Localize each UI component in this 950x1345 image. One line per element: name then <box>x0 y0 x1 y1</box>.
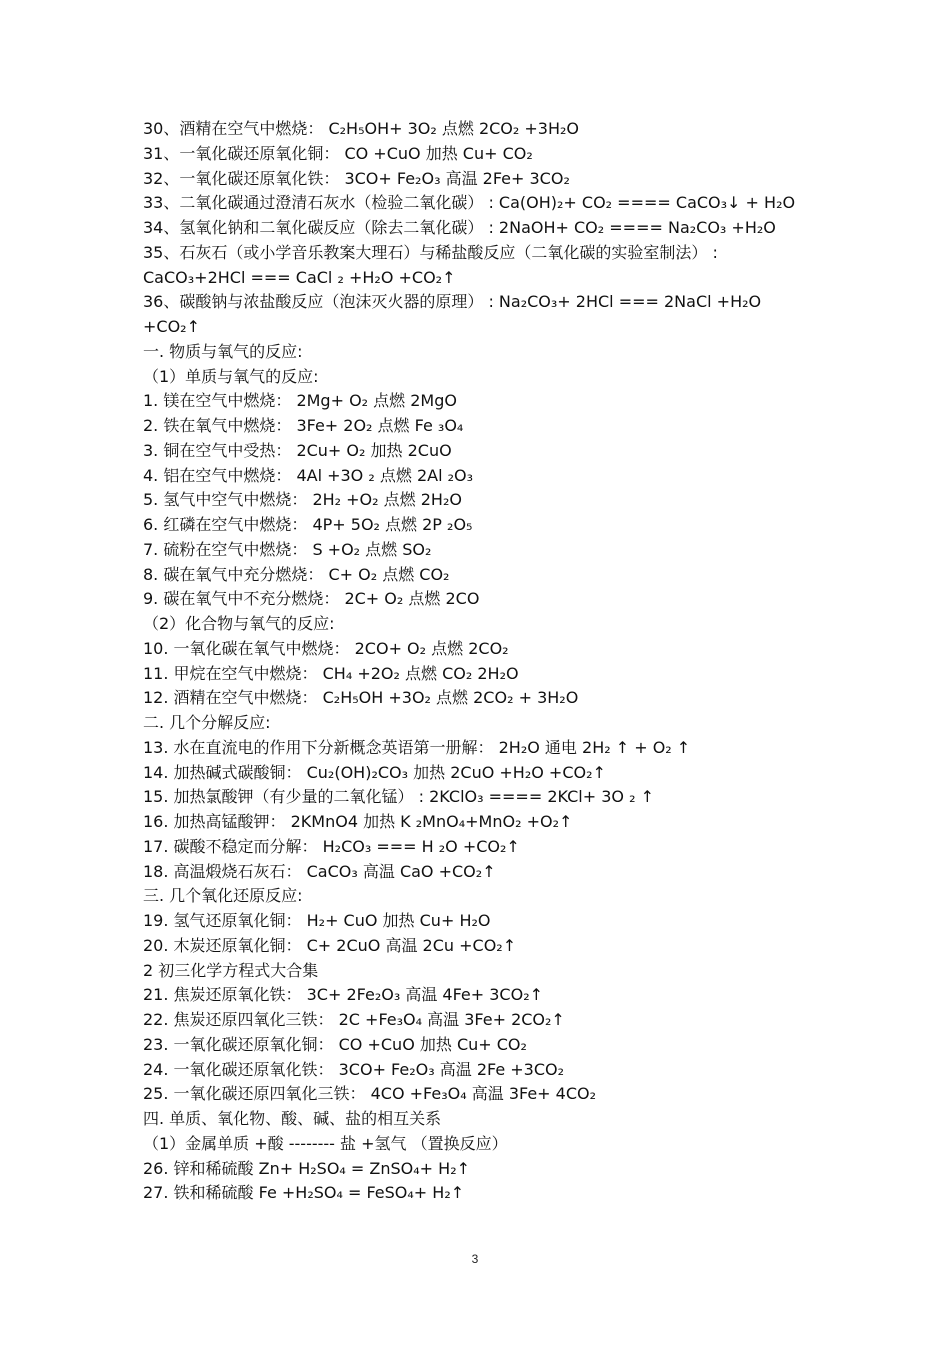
text-line: 21. 焦炭还原氧化铁： 3C+ 2Fe₂O₃ 高温 4Fe+ 3CO₂↑ <box>143 985 544 1005</box>
text-line: 26. 锌和稀硫酸 Zn+ H₂SO₄ = ZnSO₄+ H₂↑ <box>143 1158 471 1178</box>
text-line: 27. 铁和稀硫酸 Fe +H₂SO₄ = FeSO₄+ H₂↑ <box>143 1183 465 1203</box>
text-line: 7. 硫粉在空气中燃烧： S +O₂ 点燃 SO₂ <box>143 539 432 559</box>
text-line: 15. 加热氯酸钾（有少量的二氧化锰） : 2KClO₃ ==== 2KCl+ 3O ₂ ↑ <box>143 787 654 807</box>
text-line: 5. 氢气中空气中燃烧： 2H₂ +O₂ 点燃 2H₂O <box>143 490 462 510</box>
page-number: 3 <box>471 1252 479 1266</box>
text-line: 17. 碳酸不稳定而分解： H₂CO₃ === H ₂O +CO₂↑ <box>143 836 520 856</box>
text-line: 三. 几个氧化还原反应: <box>143 886 303 906</box>
text-line: 13. 水在直流电的作用下分新概念英语第一册解： 2H₂O 通电 2H₂ ↑ + O₂ ↑ <box>143 737 691 757</box>
text-line: 8. 碳在氧气中充分燃烧： C+ O₂ 点燃 CO₂ <box>143 564 450 584</box>
text-line: 10. 一氧化碳在氧气中燃烧： 2CO+ O₂ 点燃 2CO₂ <box>143 638 509 658</box>
text-line: 18. 高温煅烧石灰石： CaCO₃ 高温 CaO +CO₂↑ <box>143 861 496 881</box>
text-line: +CO₂↑ <box>143 317 200 336</box>
text-line: 3. 铜在空气中受热： 2Cu+ O₂ 加热 2CuO <box>143 440 452 460</box>
text-line: 34、氢氧化钠和二氧化碳反应（除去二氧化碳） : 2NaOH+ CO₂ ==== Na₂CO₃ +H₂O <box>143 218 776 237</box>
text-line: 4. 铝在空气中燃烧： 4Al +3O ₂ 点燃 2Al ₂O₃ <box>143 465 474 485</box>
document-body <box>143 117 823 1206</box>
text-line: 25. 一氧化碳还原四氧化三铁： 4CO +Fe₃O₄ 高温 3Fe+ 4CO₂ <box>143 1084 597 1104</box>
text-line: 22. 焦炭还原四氧化三铁： 2C +Fe₃O₄ 高温 3Fe+ 2CO₂↑ <box>143 1010 565 1029</box>
text-line: 二. 几个分解反应: <box>143 713 271 732</box>
text-line: 36、碳酸钠与浓盐酸反应（泡沫灭火器的原理） : Na₂CO₃+ 2HCl === 2NaCl +H₂O <box>143 292 762 312</box>
text-line: 16. 加热高锰酸钾： 2KMnO4 加热 K ₂MnO₄+MnO₂ +O₂↑ <box>143 812 573 831</box>
text-line: 31、一氧化碳还原氧化铜： CO +CuO 加热 Cu+ CO₂ <box>143 143 533 163</box>
text-line: （1）金属单质 +酸 -------- 盐 +氢气 （置换反应） <box>143 1133 508 1153</box>
text-line: 32、一氧化碳还原氧化铁： 3CO+ Fe₂O₃ 高温 2Fe+ 3CO₂ <box>143 168 570 188</box>
text-line: 19. 氢气还原氧化铜： H₂+ CuO 加热 Cu+ H₂O <box>143 911 491 930</box>
text-line: 20. 木炭还原氧化铜： C+ 2CuO 高温 2Cu +CO₂↑ <box>143 935 517 955</box>
text-line: 9. 碳在氧气中不充分燃烧： 2C+ O₂ 点燃 2CO <box>143 589 480 609</box>
text-line: 30、酒精在空气中燃烧： C₂H₅OH+ 3O₂ 点燃 2CO₂ +3H₂O <box>143 119 580 138</box>
text-line: 6. 红磷在空气中燃烧： 4P+ 5O₂ 点燃 2P ₂O₅ <box>143 515 473 534</box>
text-line: 2. 铁在氧气中燃烧： 3Fe+ 2O₂ 点燃 Fe ₃O₄ <box>143 416 464 435</box>
text-line: 24. 一氧化碳还原氧化铁： 3CO+ Fe₂O₃ 高温 2Fe +3CO₂ <box>143 1059 565 1079</box>
text-line: 11. 甲烷在空气中燃烧： CH₄ +2O₂ 点燃 CO₂ 2H₂O <box>143 663 519 683</box>
text-line: （1）单质与氧气的反应: <box>143 366 319 386</box>
text-line: 33、二氧化碳通过澄清石灰水（检验二氧化碳） : Ca(OH)₂+ CO₂ ==== CaCO₃↓ + H₂O <box>143 193 796 213</box>
text-line: 1. 镁在空气中燃烧： 2Mg+ O₂ 点燃 2MgO <box>143 391 457 411</box>
text-line: （2）化合物与氧气的反应: <box>143 614 335 633</box>
text-line: 四. 单质、氧化物、酸、碱、盐的相互关系 <box>143 1109 442 1128</box>
text-line: 一. 物质与氧气的反应: <box>143 341 303 361</box>
text-line: 23. 一氧化碳还原氧化铜： CO +CuO 加热 Cu+ CO₂ <box>143 1034 527 1054</box>
text-line: 14. 加热碱式碳酸铜： Cu₂(OH)₂CO₃ 加热 2CuO +H₂O +CO₂↑ <box>143 762 606 782</box>
text-line: 12. 酒精在空气中燃烧： C₂H₅OH +3O₂ 点燃 2CO₂ + 3H₂O <box>143 688 579 708</box>
text-line: 2 初三化学方程式大合集 <box>143 960 319 980</box>
text-line: 35、石灰石（或小学音乐教案大理石）与稀盐酸反应（二氧化碳的实验室制法） : <box>143 242 718 262</box>
text-line: CaCO₃+2HCl === CaCl ₂ +H₂O +CO₂↑ <box>143 267 456 287</box>
